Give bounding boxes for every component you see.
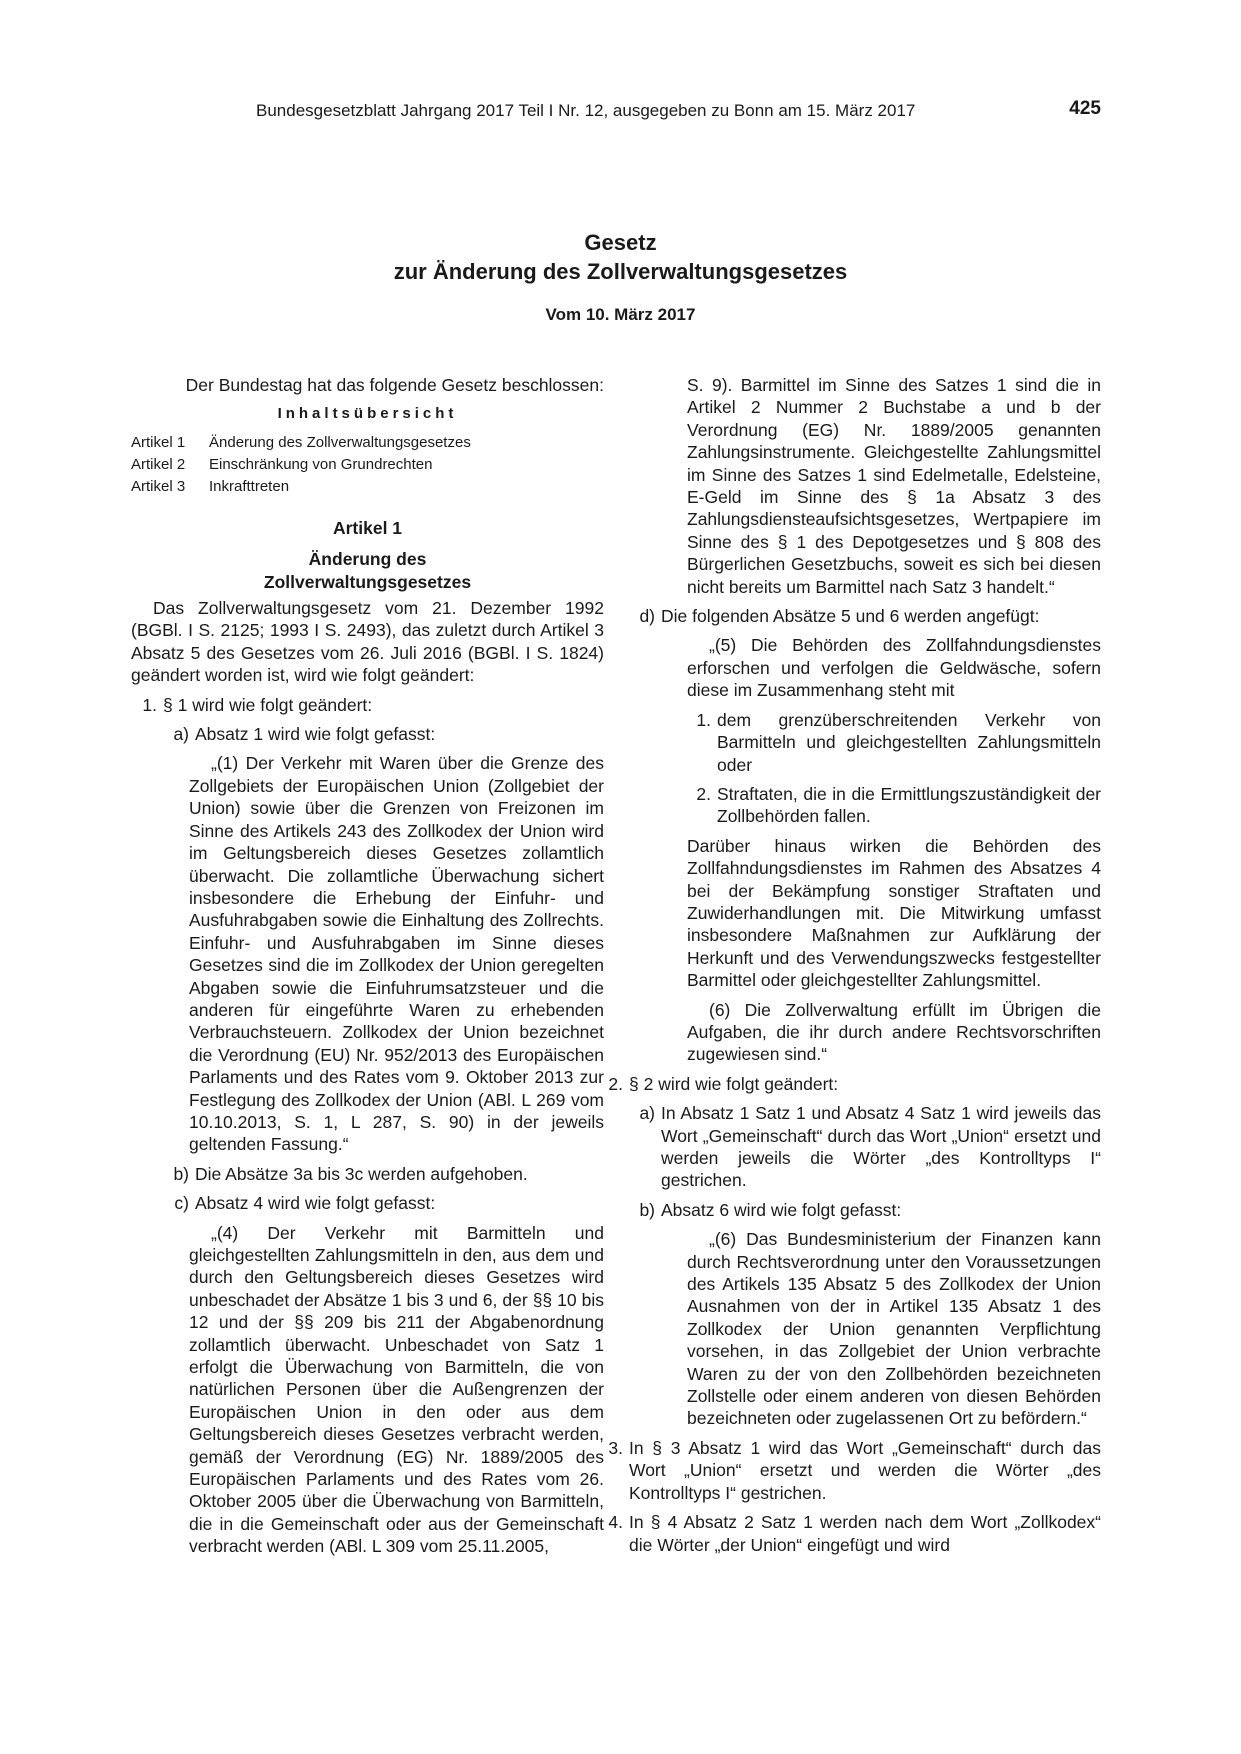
quoted-paragraph: (6) Die Zollverwaltung erfüllt im Übrigen die Aufgaben, die ihr durch andere Rechtsvorschriften zugewiesen sind.“ xyxy=(687,999,1101,1065)
toc-article-number: Artikel 2 xyxy=(131,455,186,473)
quoted-paragraph: „(4) Der Verkehr mit Barmitteln und gleichgestellten Zahlungsmitteln in den, aus dem und durch den Geltungsbereich dieses Gesetzes wird unbeschadet der Absätze 1 bis 3 und 6, der §§ 10 bis 12 und der §§ 209 bis 211 der Abgabenordnung zollamtlich überwacht. Unbeschadet von Satz 1 erfolgt die Überwachung von Barmitteln, die von natürlichen Personen über die Außengrenzen der Europäischen Union in den oder aus dem Geltungsbereich dieses Gesetzes verbracht werden, gemäß der Verordnung (EG) Nr. 1889/2005 des Europäischen Parlaments und des Rates vom 26. Oktober 2005 über die Überwachung von Barmitteln, die in die Gemeinschaft oder aus der Gemeinschaft verbracht werden (ABl. L 309 vom 25.11.2005, xyxy=(189,1222,604,1557)
item-text: Die folgenden Absätze 5 und 6 werden angefügt: xyxy=(661,606,1040,627)
list-item xyxy=(597,1511,1101,1556)
law-title-line2: zur Änderung des Zollverwaltungsgesetzes xyxy=(393,259,848,284)
item-text: In Absatz 1 Satz 1 und Absatz 4 Satz 1 wird jeweils das Wort „Gemeinschaft“ durch das Wort „Union“ ersetzt und werden jeweils die Wörter „des Kontrolltyps I“ gestrichen. xyxy=(661,1103,1101,1191)
page-number: 425 xyxy=(1069,98,1101,119)
list-item xyxy=(131,723,604,745)
item-marker: b) xyxy=(639,1199,655,1220)
item-marker: c) xyxy=(174,1193,189,1214)
item-text: Absatz 1 wird wie folgt gefasst: xyxy=(195,724,436,745)
quoted-paragraph-continued: S. 9). Barmittel im Sinne des Satzes 1 sind die in Artikel 2 Nummer 2 Buchstabe a und b der Verordnung (EG) Nr. 1889/2005 genannten Zahlungsinstrumente. Gleichgestellte Zahlungsmittel im Sinne des Satzes 1 sind Edelmetalle, Edelsteine, E-Geld im Sinne des § 1a Absatz 3 des Zahlungsdiensteaufsichtsgesetzes, Wertpapiere im Sinne des § 1 des Depotgesetzes und § 808 des Bürgerlichen Gesetzbuchs, soweit es sich bei diesen nicht bereits um Barmittel nach Satz 3 handelt.“ xyxy=(687,375,1101,597)
list-item xyxy=(597,1437,1101,1504)
toc-row xyxy=(131,454,604,476)
list-item xyxy=(131,1192,604,1214)
article-1-heading: Artikel 1 xyxy=(332,517,403,538)
item-text: dem grenzüberschreitenden Verkehr von Barmitteln und gleichgestellten Zahlungsmitteln oder xyxy=(717,709,1101,775)
item-marker: 1. xyxy=(696,709,711,730)
law-title xyxy=(0,228,1241,286)
quoted-paragraph: Darüber hinaus wirken die Behörden des Zollfahndungsdienstes im Rahmen des Absatzes 4 bei der Bekämpfung sonstiger Straftaten und Zuwiderhandlungen mit. Die Mitwirkung umfasst insbesondere Maßnahmen zur Aufklärung der Herkunft und des Verwendungszwecks festgestellter Barmittel oder gleichgestellter Zahlungsmittel. xyxy=(687,835,1101,991)
item-marker: 2. xyxy=(696,783,711,804)
item-marker: d) xyxy=(639,606,655,627)
list-item xyxy=(131,1163,604,1185)
list-item xyxy=(687,709,1101,776)
item-marker: 3. xyxy=(608,1437,623,1458)
enactment-clause: Der Bundestag hat das folgende Gesetz beschlossen: xyxy=(185,375,604,395)
toc-heading: Inhaltsübersicht xyxy=(277,405,458,423)
list-item xyxy=(687,783,1101,828)
quoted-paragraph: „(1) Der Verkehr mit Waren über die Grenze des Zollgebiets der Europäischen Union (Zollgebiet der Union) sowie über die Grenzen von Freizonen im Sinne des Artikels 243 des Zollkodex der Union wird im Geltungsbereich dieses Gesetzes zollamtlich überwacht. Die zollamtliche Überwachung sichert insbesondere die Erhebung der Einfuhr- und Ausfuhrabgaben sowie die Einhaltung des Zollrechts. Einfuhr- und Ausfuhrabgaben im Sinne dieses Gesetzes sind die im Zollkodex der Union geregelten Abgaben sowie die Einfuhrumsatzsteuer und die anderen für eingeführte Waren zu erhebenden Verbrauchsteuern. Zollkodex der Union bezeichnet die Verordnung (EU) Nr. 952/2013 des Europäischen Parlaments und des Rates vom 9. Oktober 2013 zur Festlegung des Zollkodex der Union (ABl. L 269 vom 10.10.2013, S. 1, L 287, S. 90) in der jeweils geltenden Fassung.“ xyxy=(189,753,604,1155)
item-marker: b) xyxy=(173,1163,189,1184)
running-title: Bundesgesetzblatt Jahrgang 2017 Teil I Nr. 12, ausgegeben zu Bonn am 15. März 2017 xyxy=(256,101,916,120)
item-text: Straftaten, die in die Ermittlungszuständigkeit der Zollbehörden fallen. xyxy=(717,783,1101,827)
law-date: Vom 10. März 2017 xyxy=(545,305,696,324)
list-item xyxy=(597,1073,1101,1095)
item-text: § 2 wird wie folgt geändert: xyxy=(629,1073,839,1094)
toc-article-number: Artikel 1 xyxy=(131,433,186,451)
table-of-contents xyxy=(131,432,604,498)
article-1-subtitle-line2: Zollverwaltungsgesetzes xyxy=(263,571,472,592)
law-title-line1: Gesetz xyxy=(584,230,657,255)
toc-row xyxy=(131,476,604,498)
item-marker: 1. xyxy=(142,694,157,715)
item-text: In § 3 Absatz 1 wird das Wort „Gemeinschaft“ durch das Wort „Union“ ersetzt und werden die Wörter „des Kontrolltyps I“ gestrichen. xyxy=(629,1437,1101,1503)
toc-article-number: Artikel 3 xyxy=(131,477,186,495)
item-marker: a) xyxy=(173,724,189,745)
item-text: § 1 wird wie folgt geändert: xyxy=(163,694,373,715)
item-text: In § 4 Absatz 2 Satz 1 werden nach dem Wort „Zollkodex“ die Wörter „der Union“ eingefügt und wird xyxy=(629,1512,1101,1555)
item-text: Absatz 6 wird wie folgt gefasst: xyxy=(661,1199,902,1220)
toc-article-title: Änderung des Zollverwaltungsgesetzes xyxy=(209,433,471,451)
toc-article-title: Einschränkung von Grundrechten xyxy=(209,455,433,473)
left-column xyxy=(131,374,604,1558)
list-item xyxy=(597,1102,1101,1192)
item-marker: a) xyxy=(639,1103,655,1124)
list-item xyxy=(597,605,1101,627)
right-column xyxy=(608,374,1101,1556)
list-item xyxy=(131,694,604,716)
list-item xyxy=(597,1199,1101,1221)
item-marker: 2. xyxy=(608,1073,623,1094)
quoted-paragraph: „(5) Die Behörden des Zollfahndungsdienstes erforschen und verfolgen die Geldwäsche, sofern diese im Zusammenhang steht mit xyxy=(687,635,1101,701)
quoted-paragraph: „(6) Das Bundesministerium der Finanzen kann durch Rechtsverordnung unter den Voraussetzungen des Artikels 135 Absatz 5 des Zollkodex der Union Ausnahmen von der in Artikel 135 Absatz 1 des Zollkodex der Union genannten Verpflichtung vorsehen, in das Zollgebiet der Union verbrachte Waren zu der von den Zollbehörden bezeichneten Zollstelle oder einem anderen von diesen Behörden bezeichneten oder zugelassenen Ort zu befördern.“ xyxy=(687,1229,1101,1429)
toc-row xyxy=(131,432,604,454)
item-text: Die Absätze 3a bis 3c werden aufgehoben. xyxy=(195,1163,528,1184)
item-text: Absatz 4 wird wie folgt gefasst: xyxy=(195,1193,436,1214)
toc-article-title: Inkrafttreten xyxy=(209,477,290,495)
article-1-subtitle-line1: Änderung des xyxy=(308,549,427,570)
item-marker: 4. xyxy=(608,1512,623,1533)
article-1-body: Das Zollverwaltungsgesetz vom 21. Dezember 1992 (BGBl. I S. 2125; 1993 I S. 2493), das zuletzt durch Artikel 3 Absatz 5 des Gesetzes vom 26. Juli 2016 (BGBl. I S. 1824) geändert worden ist, wird wie folgt geändert: xyxy=(131,598,604,686)
